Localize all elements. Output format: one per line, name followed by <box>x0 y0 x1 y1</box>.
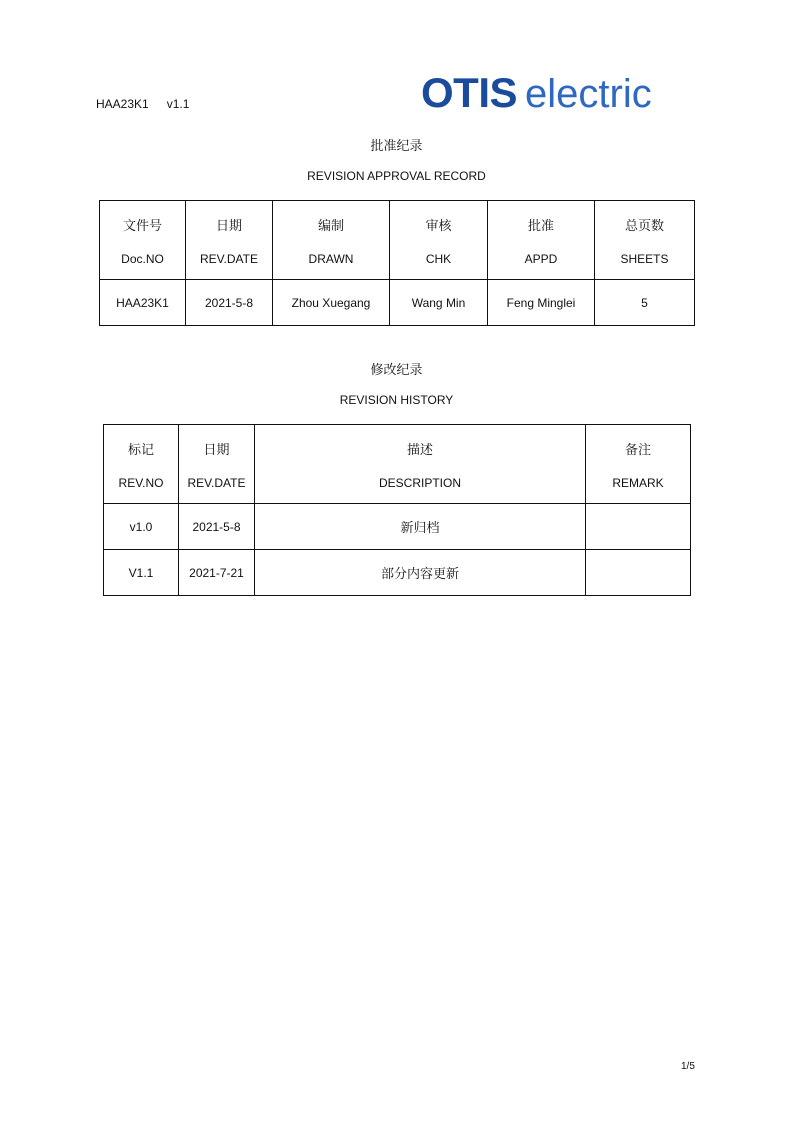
approval-header-cell <box>100 201 186 280</box>
logo-brand: OTIS <box>421 69 518 116</box>
history-row <box>104 504 691 550</box>
history-header-cell <box>179 425 255 504</box>
approval-header-cell <box>186 201 273 280</box>
approval-header-row <box>100 201 695 280</box>
header-label-en: REV.NO <box>118 475 164 490</box>
approval-header-cell <box>390 201 488 280</box>
header-label-cn: 批准 <box>527 218 554 234</box>
header-label-en: Doc.NO <box>121 251 164 266</box>
approval-rev-date: 2021-5-8 <box>186 280 273 326</box>
approval-table <box>99 200 695 326</box>
history-row <box>104 550 691 596</box>
approval-doc-no: HAA23K1 <box>100 280 186 326</box>
history-header-cell <box>104 425 179 504</box>
approval-title-en: REVISION APPROVAL RECORD <box>307 169 486 183</box>
doc-version: v1.1 <box>166 97 190 111</box>
history-title-cn: 修改纪录 <box>370 363 423 378</box>
approval-sheets: 5 <box>595 280 695 326</box>
approval-chk: Wang Min <box>390 280 488 326</box>
header-label-cn: 总页数 <box>624 218 664 234</box>
otis-electric-logo <box>421 70 691 116</box>
history-rev-date: 2021-5-8 <box>179 504 255 550</box>
header-label-en: DESCRIPTION <box>378 475 461 490</box>
header-label-en: DRAWN <box>308 251 354 266</box>
header-label-cn: 审核 <box>425 218 452 234</box>
approval-data-row <box>100 280 695 326</box>
doc-id: HAA23K1 <box>96 97 149 111</box>
approval-header-cell <box>273 201 390 280</box>
header-label-cn: 标记 <box>127 442 154 458</box>
header-label-cn: 文件号 <box>122 218 162 234</box>
page-number: 1/5 <box>681 1061 695 1072</box>
history-header-cell <box>255 425 586 504</box>
history-rev-no: v1.0 <box>104 504 179 550</box>
header-label-cn: 编制 <box>317 218 344 234</box>
history-rev-no: V1.1 <box>104 550 179 596</box>
history-remark <box>586 504 691 550</box>
header-label-cn: 备注 <box>624 442 651 458</box>
history-table <box>103 424 691 596</box>
header-label-cn: 日期 <box>215 218 242 234</box>
history-remark <box>586 550 691 596</box>
history-header-cell <box>586 425 691 504</box>
history-description: 部分内容更新 <box>255 550 586 596</box>
approval-drawn: Zhou Xuegang <box>273 280 390 326</box>
document-id-header <box>96 97 189 111</box>
history-rev-date: 2021-7-21 <box>179 550 255 596</box>
history-header-row <box>104 425 691 504</box>
header-label-en: CHK <box>425 251 452 266</box>
header-label-en: REV.DATE <box>199 251 259 266</box>
approval-title-cn: 批准纪录 <box>370 139 423 154</box>
logo-suffix: electric <box>525 72 652 116</box>
header-label-en: REMARK <box>612 475 664 490</box>
history-title-en: REVISION HISTORY <box>339 393 454 407</box>
approval-appd: Feng Minglei <box>488 280 595 326</box>
header-label-en: APPD <box>524 251 558 266</box>
approval-header-cell <box>595 201 695 280</box>
header-label-en: SHEETS <box>620 251 669 266</box>
approval-header-cell <box>488 201 595 280</box>
header-label-en: REV.DATE <box>187 475 246 490</box>
history-description: 新归档 <box>255 504 586 550</box>
header-label-cn: 描述 <box>406 442 433 458</box>
header-label-cn: 日期 <box>203 442 230 458</box>
